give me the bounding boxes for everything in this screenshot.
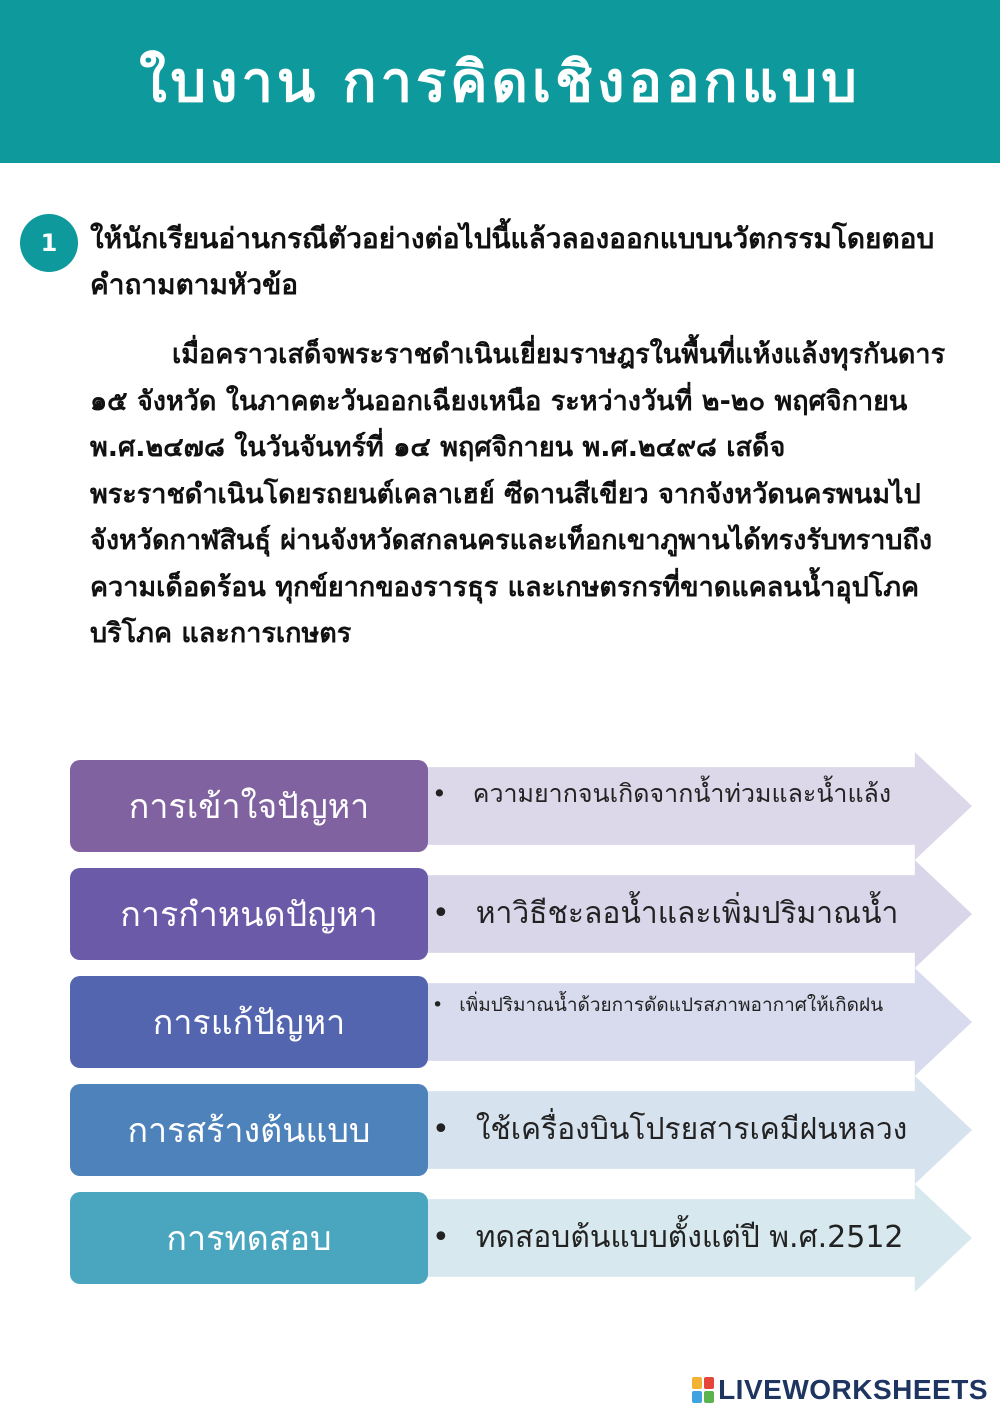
brand-name: LIVEWORKSHEETS xyxy=(718,1374,988,1405)
step-row-prototype xyxy=(70,1076,975,1184)
step-answer: • หาวิธีชะลอน้ำและเพิ่มปริมาณน้ำ xyxy=(432,896,899,931)
step-answer: • ทดสอบต้นแบบตั้งแต่ปี พ.ศ.2512 xyxy=(432,1220,904,1255)
step-row-solve xyxy=(70,968,975,1076)
step-row-understand xyxy=(70,752,975,860)
design-thinking-steps xyxy=(70,752,975,1292)
title-banner xyxy=(0,0,1000,163)
step-label: การแก้ปัญหา xyxy=(70,976,428,1068)
step-label: การทดสอบ xyxy=(70,1192,428,1284)
step-label: การเข้าใจปัญหา xyxy=(70,760,428,852)
step-answer: • ใช้เครื่องบินโปรยสารเคมีฝนหลวง xyxy=(432,1112,908,1147)
step-answer: • ความยากจนเกิดจากน้ำท่วมและน้ำแล้ง xyxy=(432,779,892,808)
question-number-badge: 1 xyxy=(20,214,78,272)
question-instruction: ให้นักเรียนอ่านกรณีตัวอย่างต่อไปนี้แล้วลองออกแบบนวัตกรรมโดยตอบคำถามตามหัวข้อ xyxy=(90,222,935,301)
liveworksheets-logo xyxy=(692,1374,988,1406)
step-row-test xyxy=(70,1184,975,1292)
page-title: ใบงาน การคิดเชิงออกแบบ xyxy=(139,50,861,115)
logo-icon xyxy=(692,1377,714,1403)
step-row-define xyxy=(70,860,975,968)
step-answer: • เพิ่มปริมาณน้ำด้วยการดัดแปรสภาพอากาศให้เกิดฝน xyxy=(432,994,884,1016)
step-label: การสร้างต้นแบบ xyxy=(70,1084,428,1176)
step-arrow xyxy=(400,968,972,1076)
step-label: การกำหนดปัญหา xyxy=(70,868,428,960)
case-study-text: เมื่อคราวเสด็จพระราชดำเนินเยี่ยมราษฎรในพื้นที่แห้งแล้งทุรกันดาร ๑๕ จังหวัด ในภาคตะวันออกเฉียงเหนือ ระหว่างวันที่ ๒-๒๐ พฤศจิกายน พ.ศ.๒๔๗๘ ในวันจันทร์ที่ ๑๔ พฤศจิกายน พ.ศ.๒๔๙๘ เสด็จพระราชดำเนินโดยรถยนต์เคลาเฮย์ ซีดานสีเขียว จากจังหวัดนครพนมไปจังหวัดกาฬสินธุ์ ผ่านจังหวัดสกลนครและเท็อกเขาภูพานได้ทรงรับทราบถึงความเด็อดร้อน ทุกข์ยากของรารธุร และเกษตรกรที่ขาดแคลนน้ำอุปโภคบริโภค และการเกษตร xyxy=(90,339,946,649)
